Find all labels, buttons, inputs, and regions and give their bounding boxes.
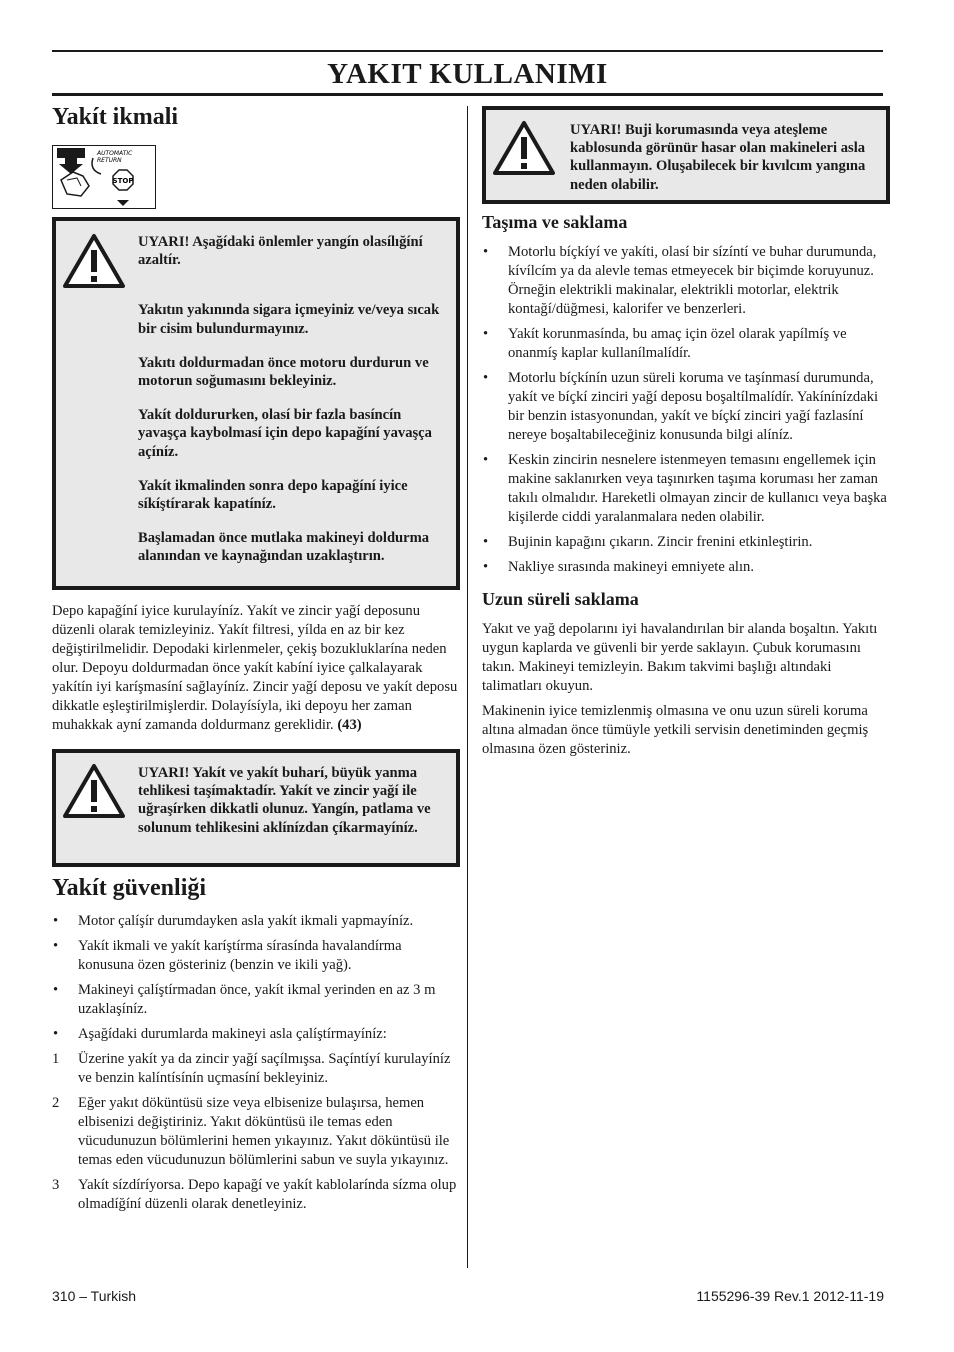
numbered-item bbox=[52, 1050, 460, 1088]
warning-line: Yakít ikmalinden sonra depo kapağíní iyice síkíştírarak kapatíníz. bbox=[138, 477, 408, 513]
list-item: • Bujinin kapağını çıkarın. Zincir frenini etkinleştirin. bbox=[482, 533, 890, 552]
item-number: 3 bbox=[52, 1177, 60, 1193]
list-item: • Motor çalíşír durumdayken asla yakít ikmali yapmayíníz. bbox=[52, 912, 460, 931]
list-item: • Aşağídaki durumlarda makineyi asla çalíştírmayíníz: bbox=[52, 1025, 460, 1044]
fuel-safety-list bbox=[52, 912, 460, 1044]
section-heading-refuel: Yakít ikmali bbox=[52, 104, 179, 130]
icon-label-stop: STOP bbox=[112, 177, 134, 185]
fuel-safety-numbered-list bbox=[52, 1050, 460, 1214]
refuel-icon bbox=[52, 145, 156, 209]
icon-label-automatic: AUTOMATIC bbox=[97, 150, 133, 157]
warning-text bbox=[138, 233, 442, 566]
page-title: YAKIT KULLANIMI bbox=[327, 58, 608, 90]
list-item: • Motorlu bíçkíyí ve yakíti, olasí bir sízíntí ve buhar durumunda, kívílcím ya da alevle temas etmeyecek bir biçimde koruyunuz. Örneğin elektrikli makinalar, elektrikli motorlar, elektrik kontağí/düğmesi, kalorifer ve benzerleri. bbox=[482, 243, 890, 319]
warning-triangle-icon bbox=[492, 120, 556, 176]
warning-triangle-icon bbox=[62, 233, 126, 289]
top-rule bbox=[52, 50, 883, 52]
warning-triangle-icon bbox=[62, 763, 126, 819]
storage-paragraph: Yakıt ve yağ depolarını iyi havalandırılan bir alanda boşaltın. Yakıtı uygun kaplarda ve güvenli bir yerde saklayın. Çubuk korumasını takın. Makineyi temizleyin. Bakım takvimi başlığı altındaki talimatları okuyun. bbox=[482, 621, 878, 694]
column-divider bbox=[467, 106, 468, 1268]
title-rule bbox=[52, 93, 883, 96]
list-item: • Motorlu bíçkínín uzun süreli koruma ve taşínmasí durumunda, yakít ve bíçkí zinciri yağí deposu boşaltílmalídír. Yakínínízdaki bir benzin istasyonundan, yakít ve bíçkí zinciri yağí fazlasíní nereye boşaltabileceğiniz konusunda bilgi alíníz. bbox=[482, 369, 890, 445]
warning-box-fuel-vapour bbox=[52, 749, 460, 867]
footer-document-id: 1155296-39 Rev.1 2012-11-19 bbox=[696, 1288, 884, 1304]
item-number: 1 bbox=[52, 1051, 60, 1067]
list-item: • Yakít ikmali ve yakít karíştírma sírasínda havalandírma konusuna özen gösteriniz (benzin ve ikili yağ). bbox=[52, 937, 460, 975]
section-heading-transport: Taşıma ve saklama bbox=[482, 212, 628, 232]
warning-line: UYARI! Aşağídaki önlemler yangín olasílığíní azaltír. bbox=[138, 234, 423, 269]
icon-label-return: RETURN bbox=[97, 157, 122, 164]
footer-page-number: 310 – Turkish bbox=[52, 1288, 137, 1304]
numbered-item bbox=[52, 1094, 460, 1170]
warning-text: UYARI! Yakít ve yakít buharí, büyük yanma tehlikesi taşímaktadír. Yakít ve zincir yağí ile uğraşírken dikkatli olunuz. Yangín, patlama ve solunum tehlikesini aklínízdan çíkarmayíníz. bbox=[138, 765, 431, 836]
transport-list bbox=[482, 243, 890, 577]
numbered-item bbox=[52, 1176, 460, 1214]
figure-reference: (43) bbox=[337, 717, 362, 733]
refuel-body-text: Depo kapağíní iyice kurulayíníz. Yakít ve zincir yağí deposunu düzenli olarak temizleyiniz. Yakít filtresi, yílda en az bir kez değiştirilmelidir. Depodaki kirlenmeler, çekiş bozukluklarína neden olur. Depoyu doldurmadan önce yakít kabíní iyice çalkalayarak yakítín iyi karíşmasíní sağlayíníz. Zincir yağí deposu ve yakít deposu dikkatle eşleştirilmişlerdir. Dolayísíyla, iki depoyu her zaman muhakkak ayní zamanda doldurmanz gereklidir. bbox=[52, 603, 458, 733]
list-item: • Yakít korunmasínda, bu amaç için özel olarak yapílmíş ve onanmíş kaplar kullanílmalídír. bbox=[482, 325, 890, 363]
warning-line: Yakít doldururken, olasí bir fazla basíncín yavaşça kaybolmasí için depo kapağíní yavaşça açíníz. bbox=[138, 407, 432, 460]
section-heading-long-storage: Uzun süreli saklama bbox=[482, 589, 639, 609]
item-number: 2 bbox=[52, 1095, 60, 1111]
list-item: • Makineyi çalíştírmadan önce, yakít ikmal yerinden en az 3 m uzaklaşíníz. bbox=[52, 981, 460, 1019]
item-text: Üzerine yakít ya da zincir yağí saçílmışsa. Saçíntíyí kurulayíníz ve benzin kalíntísínín uçmasíní bekleyiniz. bbox=[78, 1051, 451, 1086]
warning-line: Başlamadan önce mutlaka makineyi doldurma alanından ve kaynağından uzaklaştırın. bbox=[138, 530, 430, 565]
item-text: Yakít sízdíríyorsa. Depo kapağí ve yakít kablolarínda sízma olup olmadíğíní düzenli olarak denetleyiniz. bbox=[78, 1177, 457, 1212]
warning-line: Yakıtın yakınında sigara içmeyiniz ve/veya sıcak bir cisim bulundurmayınız. bbox=[138, 302, 440, 337]
warning-box-fire-risk bbox=[52, 217, 460, 590]
right-column bbox=[482, 106, 890, 759]
warning-line: Yakıtı doldurmadan önce motoru durdurun ve motorun soğumasını bekleyiniz. bbox=[138, 354, 429, 390]
warning-text: UYARI! Buji korumasında veya ateşleme kablosunda görünür hasar olan makineleri asla kullanmayın. Oluşabilecek bir kıvılcım yangına neden olabilir. bbox=[570, 122, 866, 193]
warning-box-spark-plug bbox=[482, 106, 890, 204]
list-item: • Nakliye sırasında makineyi emniyete alın. bbox=[482, 558, 890, 577]
refuel-body-paragraph bbox=[52, 602, 460, 735]
left-column bbox=[52, 100, 460, 1220]
item-text: Eğer yakıt döküntüsü size veya elbisenize bulaşırsa, hemen elbisenizi değiştiriniz. Yakıt döküntüsü ile temas eden vücudunuzun bölümlerini hemen yıkayınız. Yakıt döküntüsü ile temas eden vücudunuzun bölümlerini sabun ve suyla yıkayınız. bbox=[78, 1095, 450, 1168]
list-item: • Keskin zincirin nesnelere istenmeyen temasını engellemek için makine saklanırken veya taşınırken taşıma koruması her zaman takılı olmalıdır. Hareketli olmayan zincir de kullanıcı veya başka kişilerde ciddi yaralanmalara neden olabilir. bbox=[482, 451, 890, 527]
storage-paragraph: Makinenin iyice temizlenmiş olmasına ve onu uzun süreli koruma altına almadan önce tümüyle yetkili servisin denetiminden geçmiş olmasına özen gösteriniz. bbox=[482, 703, 869, 757]
section-heading-fuel-safety: Yakít güvenliği bbox=[52, 875, 207, 901]
